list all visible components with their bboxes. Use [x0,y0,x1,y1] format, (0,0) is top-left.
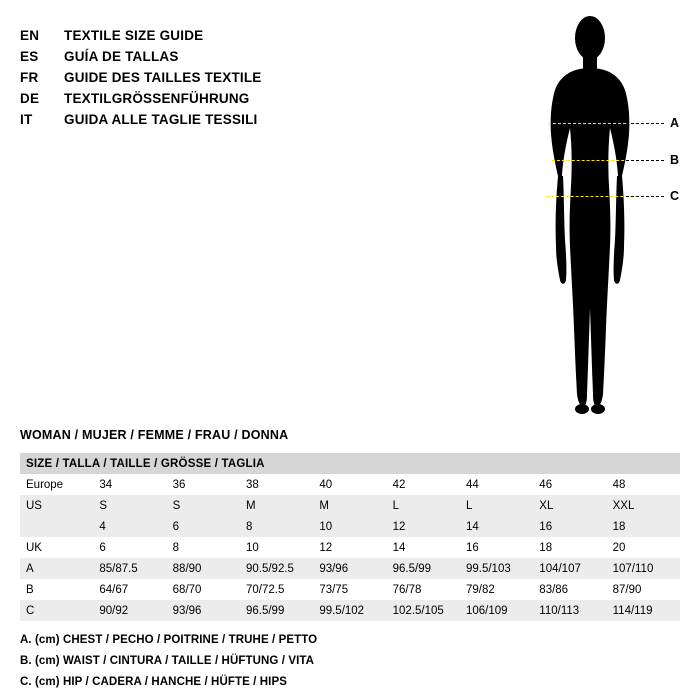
table-cell: 93/96 [319,562,349,575]
table-cell: 34 [99,478,113,491]
row-label [20,516,93,537]
language-code: IT [20,112,33,127]
size-table-wrapper [20,453,680,621]
chest-lead-line [626,123,664,124]
waist-measure-line [552,160,634,161]
row-label: A [26,562,34,575]
row-label: Europe [26,478,64,491]
note-chest: A. (cm) CHEST / PECHO / POITRINE / TRUHE / PETTO [20,634,318,646]
table-row [20,495,680,516]
language-title: TEXTILE SIZE GUIDE [64,28,204,43]
table-cell: 90/92 [99,604,129,617]
table-cell: 44 [465,478,479,491]
marker-label-a: A [670,116,680,130]
hip-lead-line [626,196,664,197]
size-table [20,453,680,621]
table-cell: 38 [245,478,259,491]
table-cell: 4 [99,520,106,533]
waist-lead-line [626,160,664,161]
table-cell: 102.5/105 [392,604,444,617]
table-cell: 104/107 [539,562,581,575]
table-cell: 96.5/99 [245,604,285,617]
note-hip: C. (cm) HIP / CADERA / HANCHE / HÜFTE / HIPS [20,676,288,688]
row-label: US [26,499,42,512]
table-cell: 16 [465,541,479,554]
table-cell: 99.5/102 [319,604,365,617]
table-cell: 14 [392,541,406,554]
table-cell: 40 [319,478,333,491]
table-cell: XL [539,499,554,512]
female-silhouette-icon [510,8,670,428]
table-cell: 20 [612,541,626,554]
table-cell: L [465,499,473,512]
table-cell: M [319,499,329,512]
table-row [20,516,680,537]
table-cell: XXL [612,499,635,512]
table-cell: 6 [172,520,180,533]
table-row [20,600,680,621]
table-cell: 12 [319,541,333,554]
table-cell: 85/87.5 [99,562,138,575]
table-cell: 79/82 [465,583,495,596]
table-cell: 10 [319,520,333,533]
table-cell: 46 [539,478,553,491]
language-title: GUIDA ALLE TAGLIE TESSILI [64,112,258,127]
table-cell: 88/90 [172,562,202,575]
table-cell: 64/67 [99,583,129,596]
language-row [20,49,480,70]
table-cell: 114/119 [612,604,653,617]
table-cell: 48 [612,478,626,491]
table-cell: 42 [392,478,406,491]
table-cell: 8 [172,541,180,554]
table-cell: 87/90 [612,583,642,596]
measurement-figure [480,8,700,428]
marker-label-b: B [670,153,680,167]
table-cell: S [99,499,107,512]
language-row [20,28,480,49]
language-row [20,112,480,133]
language-title: GUÍA DE TALLAS [64,49,179,64]
table-cell: M [245,499,256,512]
chest-measure-line [548,123,636,124]
language-row [20,70,480,91]
language-title-list [20,28,480,133]
row-label: B [26,583,34,596]
table-cell: 70/72.5 [245,583,285,596]
table-cell: 99.5/103 [465,562,511,575]
table-cell: 90.5/92.5 [245,562,294,575]
table-header-label: SIZE / TALLA / TAILLE / GRÖSSE / TAGLIA [26,457,265,470]
table-cell: 73/75 [319,583,349,596]
language-title: GUIDE DES TAILLES TEXTILE [64,70,262,85]
table-cell: S [172,499,181,512]
language-code: FR [20,70,39,85]
table-cell: 18 [539,541,553,554]
table-cell: L [392,499,400,512]
table-cell: 110/113 [539,604,580,617]
row-label: UK [26,541,42,554]
marker-label-c: C [670,189,680,203]
language-code: EN [20,28,40,43]
table-cell: 36 [172,478,186,491]
table-row [20,537,680,558]
table-row [20,474,680,495]
measurement-notes [20,630,620,693]
table-cell: 8 [245,520,253,533]
table-row [20,579,680,600]
table-cell: 6 [99,541,106,554]
row-label: C [26,604,35,617]
language-code: DE [20,91,40,106]
section-title-woman: WOMAN / MUJER / FEMME / FRAU / DONNA [20,428,289,442]
table-cell: 12 [392,520,406,533]
note-waist: B. (cm) WAIST / CINTURA / TAILLE / HÜFTUNG / VITA [20,655,315,667]
language-row [20,91,480,112]
table-cell: 18 [612,520,626,533]
table-cell: 106/109 [465,604,508,617]
table-header-row [20,453,680,474]
table-row [20,558,680,579]
table-cell: 107/110 [612,562,654,575]
language-code: ES [20,49,39,64]
table-cell: 14 [465,520,479,533]
table-cell: 76/78 [392,583,422,596]
table-cell: 10 [245,541,259,554]
hip-measure-line [546,196,638,197]
table-cell: 16 [539,520,553,533]
table-cell: 93/96 [172,604,202,617]
language-title: TEXTILGRÖSSENFÜHRUNG [64,91,250,106]
table-cell: 83/86 [539,583,569,596]
table-cell: 96.5/99 [392,562,432,575]
table-cell: 68/70 [172,583,202,596]
